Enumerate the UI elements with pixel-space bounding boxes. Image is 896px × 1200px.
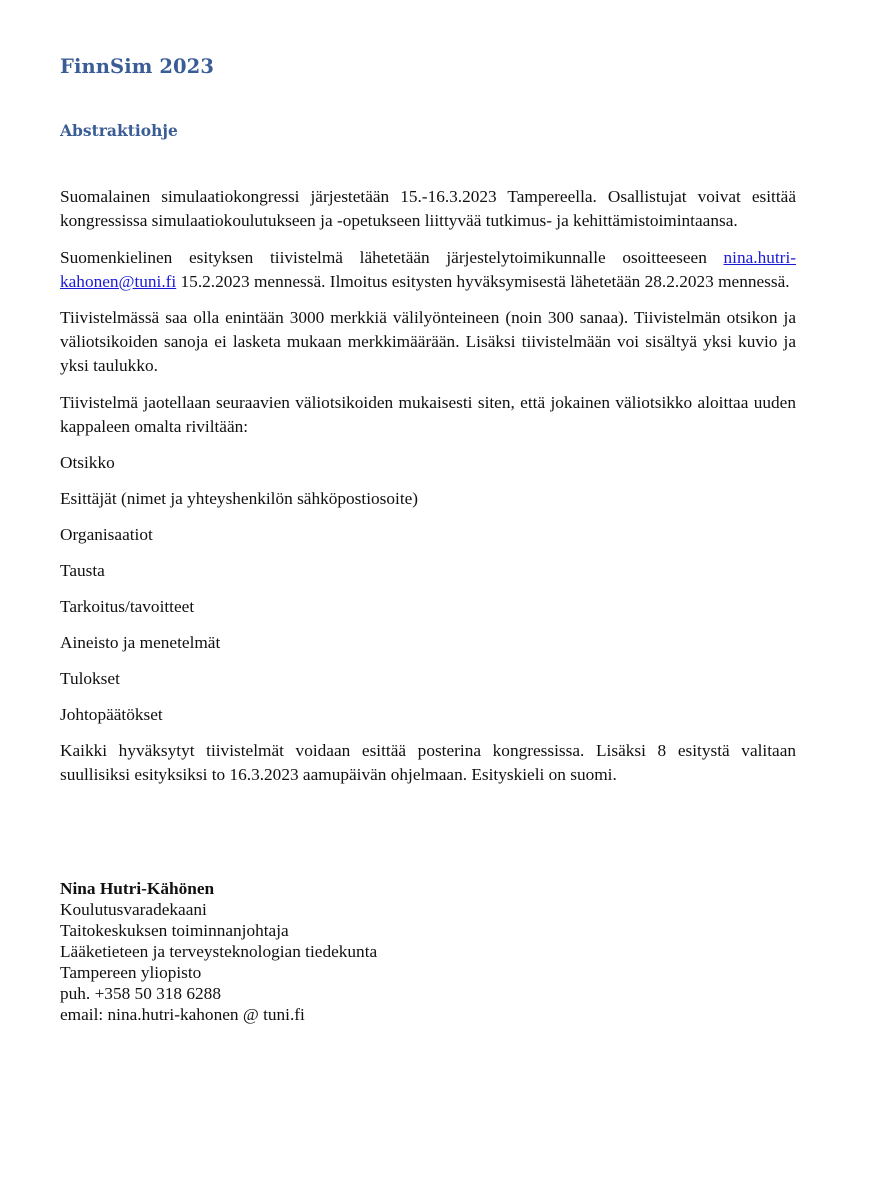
section-item: Tarkoitus/tavoitteet [60, 597, 195, 616]
paragraph-submission-text-start: Suomenkielinen esityksen tiivistelmä lähetetään järjestelytoimikunnalle osoitteeseen [60, 247, 724, 267]
section-item: Esittäjät (nimet ja yhteyshenkilön sähköpostiosoite) [60, 489, 419, 508]
signature-university: Tampereen yliopisto [60, 963, 202, 982]
section-item: Organisaatiot [60, 525, 153, 544]
document-subtitle: Abstraktiohje [60, 121, 178, 140]
email-link[interactable]: nina.hutri-kahonen@tuni.fi [60, 247, 796, 291]
paragraph-submission-text-end: 15.2.2023 mennessä. Ilmoitus esitysten hyväksymisestä lähetetään 28.2.2023 mennessä. [176, 271, 790, 291]
paragraph-length: Tiivistelmässä saa olla enintään 3000 merkkiä välilyönteineen (noin 300 sanaa). Tiivistelmän otsikon ja väliotsikoiden sanoja ei lasketa mukaan merkkimäärään. Lisäksi tiivistelmään voi sisältyä yksi kuvio ja yksi taulukko. [60, 308, 796, 375]
section-item: Johtopäätökset [60, 705, 163, 724]
section-item: Tulokset [60, 669, 120, 688]
paragraph-acceptance: Kaikki hyväksytyt tiivistelmät voidaan esittää posterina kongressissa. Lisäksi 8 esitystä valitaan suullisiksi esityksiksi to 16.3.2023 aamupäivän ohjelmaan. Esityskieli on suomi. [60, 741, 796, 784]
signature-faculty: Lääketieteen ja terveysteknologian tiedekunta [60, 942, 378, 961]
paragraph-intro: Suomalainen simulaatiokongressi järjestetään 15.-16.3.2023 Tampereella. Osallistujat voivat esittää kongressissa simulaatiokoulutukseen ja -opetukseen liittyvää tutkimus- ja kehittämistoimintaansa. [60, 187, 796, 230]
document-title: FinnSim 2023 [60, 55, 214, 78]
section-item: Otsikko [60, 453, 115, 472]
signature-role-director: Taitokeskuksen toiminnanjohtaja [60, 921, 289, 940]
signature-block [60, 878, 377, 1025]
signature-name: Nina Hutri-Kähönen [60, 879, 215, 898]
signature-phone: puh. +358 50 318 6288 [60, 984, 221, 1003]
signature-role-dean: Koulutusvaradekaani [60, 900, 207, 919]
signature-email: email: nina.hutri-kahonen @ tuni.fi [60, 1005, 305, 1024]
document-body [60, 185, 796, 800]
paragraph-submission [60, 246, 796, 294]
paragraph-structure: Tiivistelmä jaotellaan seuraavien väliotsikoiden mukaisesti siten, että jokainen väliotsikko aloittaa uuden kappaleen omalta riviltään: [60, 392, 796, 436]
section-item: Tausta [60, 561, 105, 580]
section-item: Aineisto ja menetelmät [60, 633, 221, 652]
